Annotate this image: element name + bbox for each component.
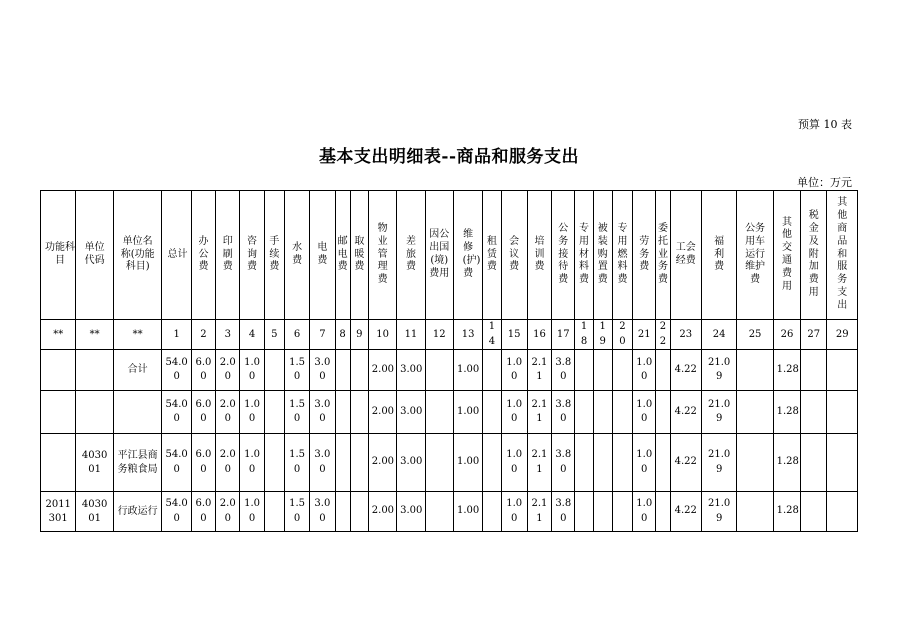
table-cell [593,350,612,391]
table-cell: 4.22 [670,350,701,391]
index-cell: 3 [216,320,240,350]
header-cell: 手续费 [264,191,284,320]
table-cell [41,350,76,391]
index-cell: 2 [191,320,215,350]
header-cell: 差旅费 [397,191,425,320]
table-cell [264,492,284,532]
table-cell [656,492,670,532]
table-cell: 2.00 [216,391,240,434]
table-cell: 1.00 [633,391,656,434]
header-cell: 总计 [162,191,191,320]
expense-table [40,190,858,532]
table-cell: 1.00 [633,350,656,391]
index-cell: 7 [310,320,335,350]
table-cell [76,350,113,391]
index-cell: 27 [801,320,827,350]
table-cell: 2011301 [41,492,76,532]
table-cell: 2.00 [368,391,396,434]
table-row [41,492,858,532]
table-cell [656,434,670,492]
table-cell: 4.22 [670,434,701,492]
table-cell [335,350,350,391]
table-cell: 1.00 [501,391,527,434]
table-cell [656,350,670,391]
index-cell: 26 [773,320,800,350]
header-cell: 办公费 [191,191,215,320]
table-cell: 1.00 [453,350,482,391]
header-cell: 取暖费 [350,191,368,320]
table-cell [737,350,773,391]
table-cell [41,434,76,492]
table-cell [612,350,632,391]
index-cell: 19 [593,320,612,350]
table-cell: 1.28 [773,492,800,532]
table-cell [264,434,284,492]
table-cell [737,434,773,492]
index-cell: 4 [240,320,264,350]
table-cell: 1.00 [633,434,656,492]
index-cell: 25 [737,320,773,350]
table-cell: 403001 [76,434,113,492]
table-cell: 6.00 [191,391,215,434]
header-cell: 功能科目 [41,191,76,320]
index-cell: 6 [284,320,309,350]
table-cell: 1.00 [501,492,527,532]
table-cell [612,492,632,532]
table-cell [483,350,501,391]
index-cell: 5 [264,320,284,350]
header-cell: 维修(护)费 [453,191,482,320]
table-cell [350,492,368,532]
table-cell: 2.11 [527,391,551,434]
table-cell [737,391,773,434]
table-cell [575,434,593,492]
table-cell: 3.00 [310,492,335,532]
index-cell: 13 [453,320,482,350]
table-cell: 3.80 [552,492,575,532]
table-cell [593,492,612,532]
index-cell: 17 [552,320,575,350]
table-cell: 1.00 [501,434,527,492]
table-cell [575,350,593,391]
index-cell: 18 [575,320,593,350]
table-cell [425,434,453,492]
table-cell [350,350,368,391]
table-cell: 3.80 [552,434,575,492]
index-cell: 16 [527,320,551,350]
table-cell: 1.00 [453,492,482,532]
table-cell: 1.50 [284,350,309,391]
table-cell [827,492,858,532]
unit-label: 单位：万元 [797,176,852,189]
index-cell: 12 [425,320,453,350]
table-cell [801,350,827,391]
header-cell: 委托业务费 [656,191,670,320]
table-cell: 2.11 [527,434,551,492]
table-cell: 3.00 [310,391,335,434]
table-cell: 2.00 [216,434,240,492]
header-cell: 福利费 [701,191,736,320]
table-cell: 1.50 [284,391,309,434]
table-cell [425,492,453,532]
table-cell: 2.00 [368,492,396,532]
table-cell [483,492,501,532]
table-cell: 平江县商务粮食局 [113,434,162,492]
index-cell: 22 [656,320,670,350]
header-cell: 专用燃料费 [612,191,632,320]
index-cell: ** [41,320,76,350]
table-cell: 403001 [76,492,113,532]
table-cell: 2.00 [216,350,240,391]
table-cell: 行政运行 [113,492,162,532]
index-cell: 1 [162,320,191,350]
index-cell: 10 [368,320,396,350]
header-cell: 其他商品和服务支出 [827,191,858,320]
index-cell: 24 [701,320,736,350]
index-cell: 11 [397,320,425,350]
header-cell: 培训费 [527,191,551,320]
table-cell: 1.00 [453,391,482,434]
header-cell: 会议费 [501,191,527,320]
header-cell: 被装购置费 [593,191,612,320]
table-cell: 3.00 [310,350,335,391]
table-cell: 3.80 [552,391,575,434]
table-cell: 合计 [113,350,162,391]
header-cell: 邮电费 [335,191,350,320]
table-cell [593,434,612,492]
table-cell [801,434,827,492]
table-cell: 6.00 [191,350,215,391]
table-cell: 1.00 [501,350,527,391]
header-cell: 单位名称(功能科目) [113,191,162,320]
table-cell [612,391,632,434]
table-cell: 3.80 [552,350,575,391]
header-cell: 公务用车运行维护费 [737,191,773,320]
header-cell: 水费 [284,191,309,320]
index-cell: 21 [633,320,656,350]
header-cell: 其他交通费用 [773,191,800,320]
table-cell [113,391,162,434]
table-cell [264,391,284,434]
table-cell [425,391,453,434]
index-cell: 23 [670,320,701,350]
table-cell [335,391,350,434]
table-cell: 3.00 [397,391,425,434]
table-cell: 6.00 [191,492,215,532]
index-cell: ** [113,320,162,350]
header-cell: 公务接待费 [552,191,575,320]
index-cell: 15 [501,320,527,350]
table-cell [656,391,670,434]
table-cell [350,391,368,434]
table-cell [827,391,858,434]
table-cell: 1.28 [773,434,800,492]
header-cell: 单位代码 [76,191,113,320]
table-cell: 3.00 [397,350,425,391]
form-number: 预算 10 表 [798,118,852,131]
page-title: 基本支出明细表--商品和服务支出 [318,147,580,167]
index-row [41,320,858,350]
header-cell: 专用材料费 [575,191,593,320]
table-cell: 6.00 [191,434,215,492]
header-cell: 因公出国(境)费用 [425,191,453,320]
header-cell: 劳务费 [633,191,656,320]
table-cell [801,492,827,532]
table-cell [737,492,773,532]
table-cell: 2.00 [368,350,396,391]
table-cell: 1.00 [453,434,482,492]
index-cell: 14 [483,320,501,350]
header-cell: 印刷费 [216,191,240,320]
table-cell: 1.50 [284,434,309,492]
header-cell: 物业管理费 [368,191,396,320]
table-cell: 54.00 [162,492,191,532]
table-cell [264,350,284,391]
table-cell [483,434,501,492]
table-cell [827,434,858,492]
table-cell: 21.09 [701,492,736,532]
table-cell: 1.00 [240,391,264,434]
table-cell: 21.09 [701,350,736,391]
table-row [41,391,858,434]
table-cell [575,492,593,532]
header-cell: 咨询费 [240,191,264,320]
table-cell: 54.00 [162,434,191,492]
index-cell: 9 [350,320,368,350]
table-cell [483,391,501,434]
index-cell: 8 [335,320,350,350]
table-cell: 1.28 [773,391,800,434]
table-cell [335,492,350,532]
table-cell: 4.22 [670,492,701,532]
index-cell: ** [76,320,113,350]
table-cell [612,434,632,492]
header-row [41,191,858,320]
table-cell [76,391,113,434]
table-cell: 3.00 [397,434,425,492]
table-cell: 2.00 [216,492,240,532]
table-cell: 2.00 [368,434,396,492]
table-cell [350,434,368,492]
table-cell [41,391,76,434]
table-cell: 1.00 [633,492,656,532]
table-cell [593,391,612,434]
index-cell: 20 [612,320,632,350]
table-cell: 1.28 [773,350,800,391]
table-cell: 1.00 [240,434,264,492]
header-cell: 租赁费 [483,191,501,320]
table-cell [801,391,827,434]
table-cell: 21.09 [701,434,736,492]
table-row [41,350,858,391]
table-cell: 1.00 [240,492,264,532]
table-cell: 4.22 [670,391,701,434]
table-cell: 21.09 [701,391,736,434]
table-cell: 1.00 [240,350,264,391]
table-cell: 2.11 [527,492,551,532]
table-cell [335,434,350,492]
table-cell: 54.00 [162,350,191,391]
table-cell: 2.11 [527,350,551,391]
table-cell [425,350,453,391]
table-cell [827,350,858,391]
table-cell: 3.00 [397,492,425,532]
table-row [41,434,858,492]
header-cell: 税金及附加费用 [801,191,827,320]
header-cell: 工会经费 [670,191,701,320]
header-cell: 电费 [310,191,335,320]
table-cell: 1.50 [284,492,309,532]
table-cell: 3.00 [310,434,335,492]
table-cell: 54.00 [162,391,191,434]
index-cell: 29 [827,320,858,350]
table-cell [575,391,593,434]
